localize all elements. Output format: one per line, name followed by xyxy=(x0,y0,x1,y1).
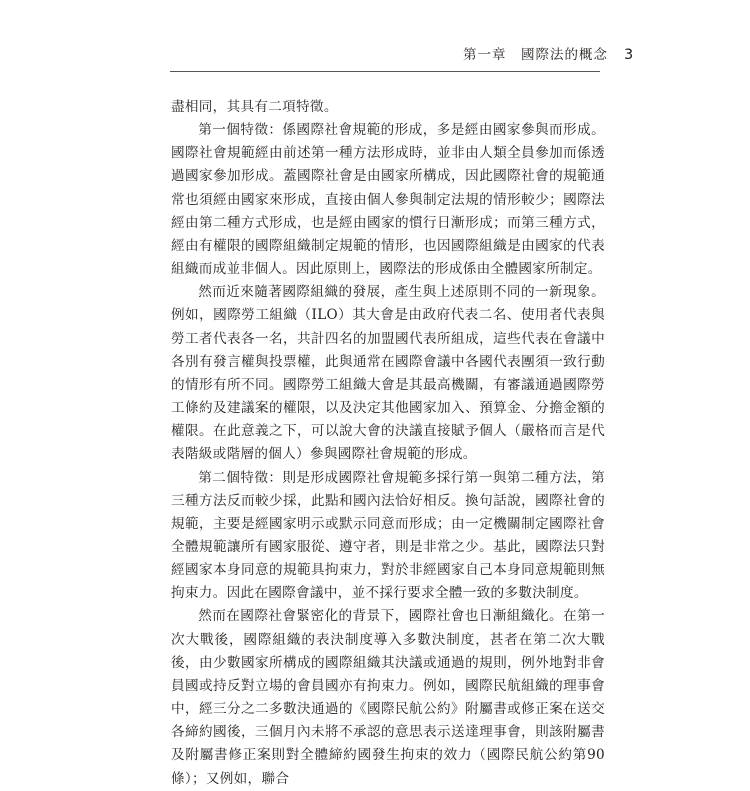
paragraph: 然而在國際社會緊密化的背景下，國際社會也日漸組織化。在第一次大戰後，國際組織的表決制度導入多數決制度，甚者在第二次大戰後，由少數國家所構成的國際組織其決議或通過的規則，例外地對非會員國或持反對立場的會員國亦有拘束力。例如，國際民航組織的理事會中，經三分之二多數決通過的《國際民航公約》附屬書或修正案在送交各締約國後，三個月內未將不承認的意思表示送達理事會，則該附屬書及附屬書修正案則對全體締約國發生拘束的效力（國際民航公約第90條）；又例如，聯合 xyxy=(171,608,605,787)
paragraph: 然而近來隨著國際組織的發展，產生與上述原則不同的一新現象。例如，國際勞工組織（ILO）其大會是由政府代表二名、使用者代表與勞工者代表各一名，共計四名的加盟國代表所組成，這些代表在會議中各別有發言權與投票權，此與通常在國際會議中各國代表團須一致行動的情形有所不同。國際勞工組織大會是其最高機關，有審議通過國際勞工條約及建議案的權限，以及決定其他國家加入、預算金、分擔金額的權限。在此意義之下，可以說大會的決議直接賦予個人（嚴格而言是代表階級或階層的個人）參與國際社會規範的形成。 xyxy=(171,284,605,463)
header-rule xyxy=(170,71,600,72)
body-text xyxy=(171,96,605,791)
paragraph: 第一個特徵：係國際社會規範的形成，多是經由國家參與而形成。國際社會規範經由前述第一種方法形成時，並非由人類全員參加而係透過國家參加形成。蓋國際社會是由國家所構成，因此國際社會的規範通常也須經由國家來形成，直接由個人參與制定法規的情形較少；國際法經由第二種方式形成，也是經由國家的慣行日漸形成；而第三種方式，經由有權限的國際組織制定規範的情形，也因國際組織是由國家的代表組織而成並非個人。因此原則上，國際法的形成係由全體國家所制定。 xyxy=(171,122,605,278)
paragraph: 盡相同，其具有二項特徵。 xyxy=(171,99,338,115)
running-header xyxy=(463,45,634,65)
paragraph: 第二個特徵：則是形成國際社會規範多採行第一與第二種方法，第三種方法反而較少採，此點和國內法恰好相反。換句話說，國際社會的規範，主要是經國家明示或默示同意而形成；由一定機關制定國際社會全體規範讓所有國家服從、遵守者，則是非常之少。基此，國際法只對經國家本身同意的規範具拘束力，對於非經國家自己本身同意規範則無拘束力。因此在國際會議中，並不採行要求全體一致的多數決制度。 xyxy=(171,469,605,602)
page-number: 3 xyxy=(624,47,634,63)
chapter-title: 第一章 國際法的概念 xyxy=(463,47,608,63)
